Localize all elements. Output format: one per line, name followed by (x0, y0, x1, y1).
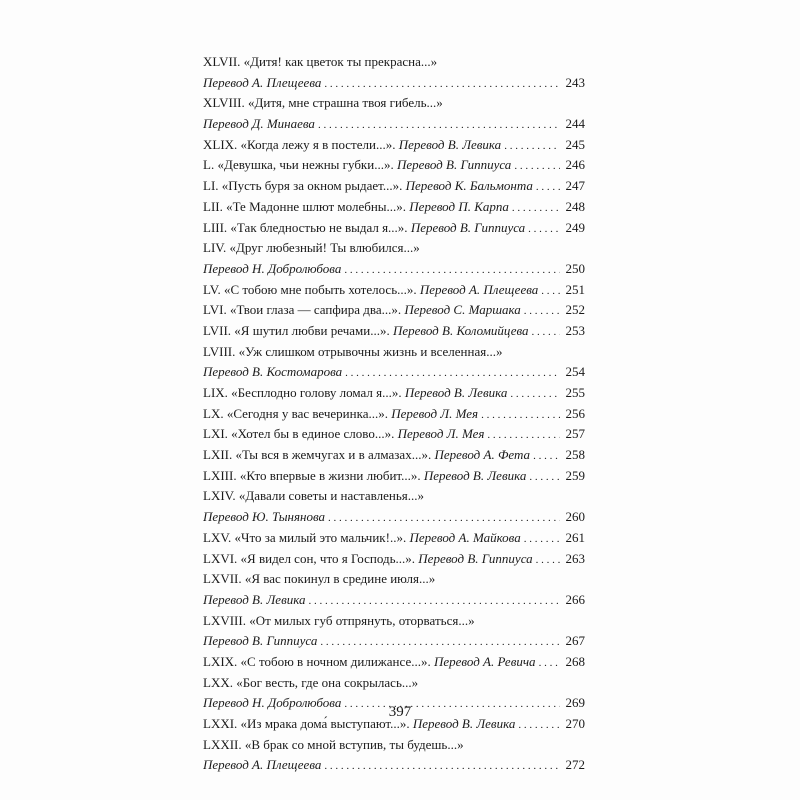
toc-entry-translator: Перевод В. Гиппиуса (418, 550, 533, 566)
toc-entry-title: LIV. «Друг любезный! Ты влюбился...» (203, 240, 420, 256)
leader-dots (536, 177, 560, 197)
toc-entry-translator: Перевод П. Карпа (409, 198, 509, 214)
toc-entry (203, 52, 585, 93)
toc-entry-page: 267 (565, 633, 585, 649)
toc-entry-translator: Перевод А. Майкова (409, 529, 521, 545)
leader-dots (536, 550, 560, 570)
toc-entry-translator-line (203, 631, 585, 652)
toc-entry-translator: Перевод А. Плещеева (419, 281, 539, 297)
toc-entry-title: LXVI. «Я видел сон, что я Господь...». (203, 550, 416, 566)
toc-entry-translator-line (203, 507, 585, 528)
toc-entry-page: 245 (565, 136, 585, 152)
toc-entry-title: LXI. «Хотел бы в единое слово...». (203, 426, 395, 442)
leader-dots (533, 446, 560, 466)
toc-entry-page: 272 (565, 757, 585, 773)
toc-entry (203, 528, 585, 549)
toc-entry-translator-line (203, 755, 585, 776)
toc-entry-title: LXV. «Что за милый это мальчик!..». (203, 529, 407, 545)
toc-entry-page: 259 (565, 467, 585, 483)
toc-entry-translator: Перевод К. Бальмонта (405, 178, 533, 194)
toc-entry-title-line (203, 611, 585, 632)
toc-entry-translator: Перевод Н. Добролюбова (203, 260, 342, 276)
toc-entry-title: LXII. «Ты вся в жемчугах и в алмазах...». (203, 447, 432, 463)
toc-entry-line (203, 218, 585, 239)
leader-dots (318, 115, 560, 135)
toc-entry-page: 252 (565, 302, 585, 318)
toc-entry (203, 197, 585, 218)
leader-dots (487, 425, 560, 445)
toc-entry-title-line (203, 342, 585, 363)
toc-entry-page: 269 (565, 695, 585, 711)
leader-dots (514, 156, 560, 176)
toc-entry-title: XLVIII. «Дитя, мне страшна твоя гибель...» (203, 95, 443, 111)
toc-entry-page: 258 (565, 447, 585, 463)
toc-entry-page: 266 (565, 591, 585, 607)
toc-entry-line (203, 300, 585, 321)
leader-dots (524, 529, 560, 549)
toc-entry (203, 404, 585, 425)
toc-entry-translator: Перевод В. Гиппиуса (203, 633, 318, 649)
toc-entry-line (203, 176, 585, 197)
leader-dots (344, 260, 560, 280)
toc-entry-title: LX. «Сегодня у вас вечеринка...». (203, 405, 388, 421)
toc-entry-title: LXXII. «В брак со мной вступив, ты будешь...» (203, 736, 464, 752)
toc-entry-page: 249 (565, 219, 585, 235)
toc-entry (203, 383, 585, 404)
toc-entry-title: LVIII. «Уж слишком отрывочны жизнь и вселенная...» (203, 343, 503, 359)
leader-dots (512, 198, 560, 218)
leader-dots (481, 405, 560, 425)
toc-entry-page: 255 (565, 385, 585, 400)
toc-entry-line (203, 321, 585, 342)
toc-entry-translator: Перевод В. Левика (423, 467, 527, 483)
toc-entry-title: LXXI. «Из мрака дома́ выступают...». (203, 716, 410, 731)
toc-entry (203, 569, 585, 610)
toc-entry-page: 260 (565, 509, 585, 525)
toc-entry-page: 253 (565, 322, 585, 338)
toc-entry-title: LII. «Те Мадонне шлют молебны...». (203, 198, 407, 214)
toc-entry-title-line (203, 673, 585, 694)
toc-entry-page: 246 (565, 157, 585, 173)
toc-entry-title: L. «Девушка, чьи нежны губки...». (203, 157, 394, 173)
toc-entry-line (203, 135, 585, 156)
toc-entry (203, 445, 585, 466)
toc-entry-page: 251 (565, 281, 585, 297)
toc-entry (203, 486, 585, 527)
toc-entry-translator: Перевод Н. Добролюбова (203, 695, 342, 711)
toc-entry-title: LVII. «Я шутил любви речами...». (203, 322, 390, 338)
toc-entry (203, 321, 585, 342)
toc-entry (203, 652, 585, 673)
toc-entry-translator: Перевод Л. Мея (391, 405, 479, 421)
toc-entry-page: 270 (565, 716, 585, 731)
toc-entry-title-line (203, 486, 585, 507)
toc-entry-translator-line (203, 590, 585, 611)
leader-dots (541, 281, 560, 301)
leader-dots (532, 322, 560, 342)
toc-entry-page: 250 (565, 260, 585, 276)
toc-entry-title: LI. «Пусть буря за окном рыдает...». (203, 178, 403, 194)
toc-entry (203, 342, 585, 383)
toc-entry-translator: Перевод В. Левика (404, 385, 508, 400)
leader-dots (320, 632, 560, 652)
toc-entry-translator: Перевод С. Маршака (404, 302, 521, 318)
leader-dots (539, 653, 560, 673)
leader-dots (504, 136, 560, 156)
toc-entry (203, 280, 585, 301)
toc-entry-line (203, 383, 585, 404)
toc-entry-page: 248 (565, 198, 585, 214)
toc-entry-translator-line (203, 259, 585, 280)
toc-entry-title-line (203, 52, 585, 73)
toc-entry-title-line (203, 569, 585, 590)
toc-entry-page: 254 (565, 364, 585, 380)
leader-dots (328, 508, 560, 528)
toc-entry-line (203, 155, 585, 176)
toc-entry-translator: Перевод А. Ревича (433, 653, 536, 669)
toc-entry-translator: Перевод В. Левика (203, 591, 306, 607)
toc-entry-title: LXIV. «Давали советы и наставленья...» (203, 488, 424, 504)
toc-entry-translator: Перевод В. Гиппиуса (410, 219, 526, 235)
page-number: 397 (388, 704, 412, 720)
toc-entry (203, 549, 585, 570)
toc-entry-translator: Перевод А. Плещеева (203, 757, 322, 773)
toc-entry (203, 300, 585, 321)
toc-entry-page: 263 (565, 550, 585, 566)
toc-entry (203, 424, 585, 445)
toc-entry (203, 176, 585, 197)
toc-entry-title: LXIX. «С тобою в ночном дилижансе...». (203, 653, 431, 669)
toc-entry-page: 247 (565, 178, 585, 194)
toc-entry-translator: Перевод В. Костомарова (203, 364, 343, 380)
toc-entry-title: LXIII. «Кто впервые в жизни любит...». (203, 467, 421, 483)
toc-entry (203, 735, 585, 776)
toc-entry-line (203, 549, 585, 570)
toc-entry-title: LXX. «Бог весть, где она сокрылась...» (203, 674, 419, 690)
toc-entry-page: 261 (565, 529, 585, 545)
leader-dots (308, 591, 560, 611)
toc-entry-translator: Перевод В. Гиппиуса (396, 157, 512, 173)
toc-entry-title-line (203, 238, 585, 259)
toc-entry (203, 155, 585, 176)
toc-entry-page: 243 (565, 74, 585, 90)
toc-entry (203, 238, 585, 279)
toc-entry-line (203, 197, 585, 218)
leader-dots (324, 756, 560, 776)
toc-entry-translator: Перевод А. Фета (434, 447, 531, 463)
toc-entry-translator-line (203, 73, 585, 94)
leader-dots (345, 363, 560, 383)
toc-entry-translator: Перевод Ю. Тынянова (203, 509, 326, 525)
toc-entry-page: 268 (565, 653, 585, 669)
leader-dots (529, 467, 560, 487)
toc-entry (203, 135, 585, 156)
toc-entry-title: LXVIII. «От милых губ отпрянуть, оторваться...» (203, 612, 475, 628)
table-of-contents (203, 52, 585, 776)
toc-entry-line (203, 404, 585, 425)
toc-entry-page: 244 (565, 116, 585, 132)
toc-entry-title: LIII. «Так бледностью не выдал я...». (203, 219, 408, 235)
toc-entry-title: LVI. «Твои глаза — сапфира два...». (203, 302, 402, 318)
leader-dots (324, 74, 560, 94)
leader-dots (528, 219, 560, 239)
toc-entry-line (203, 466, 585, 487)
toc-entry-title: LIX. «Бесплодно голову ломал я...». (203, 385, 402, 400)
toc-entry-line (203, 424, 585, 445)
toc-entry (203, 93, 585, 134)
toc-entry-title: XLIX. «Когда лежу я в постели...». (203, 136, 396, 152)
toc-entry-title-line (203, 735, 585, 756)
toc-entry-line (203, 280, 585, 301)
toc-entry (203, 466, 585, 487)
toc-entry-title: LV. «С тобою мне побыть хотелось...». (203, 281, 417, 297)
toc-entry-page: 257 (565, 426, 585, 442)
toc-entry-title: XLVII. «Дитя! как цветок ты прекрасна...» (203, 54, 438, 69)
leader-dots (510, 384, 560, 404)
toc-entry-translator: Перевод В. Левика (412, 716, 516, 731)
toc-entry-translator-line (203, 114, 585, 135)
toc-entry-translator: Перевод Д. Минаева (203, 116, 315, 132)
toc-entry-translator-line (203, 362, 585, 383)
toc-entry-page: 256 (565, 405, 585, 421)
toc-entry-line (203, 528, 585, 549)
toc-entry-line (203, 652, 585, 673)
toc-entry-translator: Перевод А. Плещеева (203, 74, 322, 90)
toc-entry (203, 218, 585, 239)
toc-entry-title: LXVII. «Я вас покинул в средине июля...» (203, 571, 436, 587)
toc-entry-translator: Перевод В. Левика (398, 136, 502, 152)
toc-entry-translator: Перевод Л. Мея (397, 426, 485, 442)
toc-entry-line (203, 445, 585, 466)
toc-entry (203, 611, 585, 652)
toc-entry-title-line (203, 93, 585, 114)
toc-entry-translator: Перевод В. Коломийцева (392, 322, 529, 338)
leader-dots (524, 301, 560, 321)
